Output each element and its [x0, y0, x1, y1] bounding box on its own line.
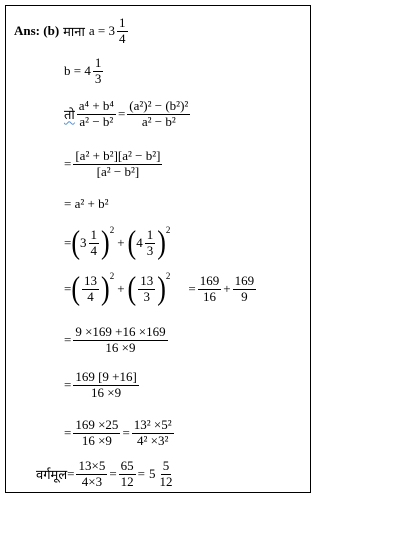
to-line: तो $\frac{\text{a⁴ + b⁴}}{\text{a² − b²}}$ = $\frac{\text{(a²)² − (b²)²}}{\text{a² − b²}}$: [64, 98, 189, 129]
fraction-2: $\frac{\text{(a²)² − (b²)²}}{\text{a² − b²}}$: [129, 98, 189, 129]
step-9: = $\frac{169 \times 25}{16 \times 9}$ = $\frac{\text{13² ×5²}}{\text{4² ×3²}}$: [64, 417, 172, 448]
answer-box: [5, 5, 311, 493]
step-10: वर्गमूल = $\frac{13\times 5}{4\times 3}$ = $\frac{65}{12}$ = 5 $\frac{5}{12}$: [36, 458, 173, 489]
step-5: = ( 3 $\frac{1}{4}$ ) 2 + ( 4 $\frac{1}{3}$ ) 2: [64, 224, 171, 261]
step-3-fraction: $\frac{\text{[a² + b²][a² − b²]}}{\text{[a² − b²]}}$: [75, 148, 161, 179]
step-4: = a² + b²: [64, 196, 109, 211]
to-word: तो: [64, 107, 75, 123]
b-fraction: $\frac{1}{3}$: [94, 55, 102, 86]
vargmool-label: वर्गमूल: [36, 467, 68, 483]
step-7: = $\frac{9 \times 169 +16 \times 169}{16 \times 9}$: [64, 324, 166, 355]
step-3: = $\frac{\text{[a² + b²][a² − b²]}}{\text{[a² − b²]}}$: [64, 148, 161, 179]
step-6: = ( $\frac{13}{4}$ ) 2 + ( $\frac{13}{3}$ ) 2 = $\frac{169}{16}$ + $\frac{169}{9}$: [64, 270, 255, 307]
b-line: [64, 56, 105, 87]
a-fraction: $\frac{1}{4}$: [119, 15, 126, 46]
ans-label: Ans: (b): [14, 23, 60, 39]
step-8: = $\frac{169 [9 +16]}{16 \times 9}$: [64, 369, 137, 400]
b-lhs: b = 4: [64, 63, 91, 79]
fraction-1: $\frac{\text{a⁴ + b⁴}}{\text{a² − b²}}$: [78, 98, 114, 129]
ans-line: [14, 16, 130, 47]
mana-word: माना: [63, 24, 85, 40]
a-lhs: a = 3: [88, 23, 115, 39]
